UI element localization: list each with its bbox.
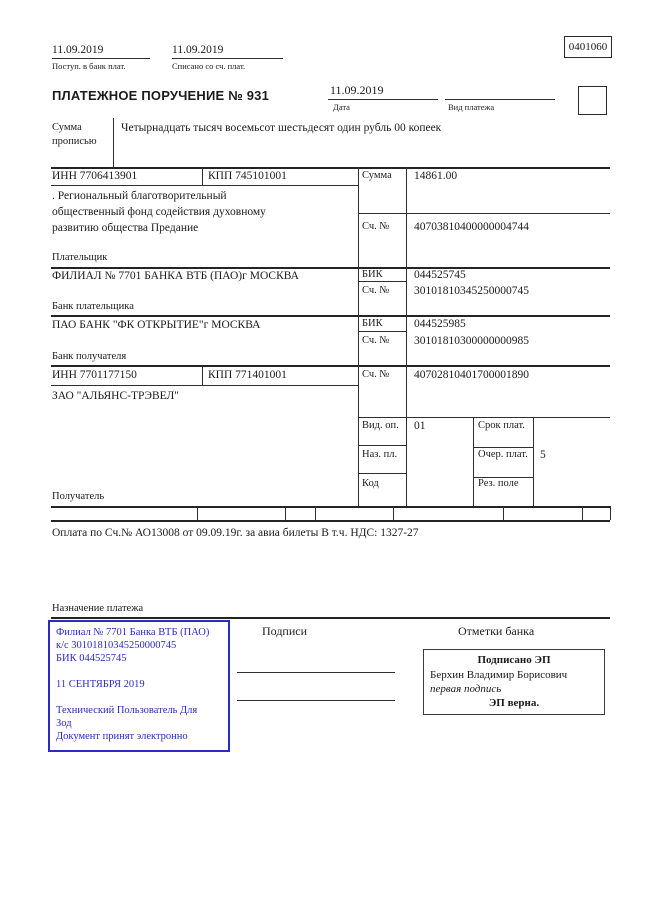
payer-bank-bik: 044525745 [414, 269, 466, 281]
bank-stamp-line4: Технический Пользователь Для [56, 705, 198, 716]
bank-stamp-line2: к/с 30101810345250000745 [56, 640, 177, 651]
bank-stamp-date: 11 СЕНТЯБРЯ 2019 [56, 679, 145, 690]
payment-type-label: Вид платежа [448, 102, 495, 112]
payee-bank-name: ПАО БАНК "ФК ОТКРЫТИЕ"г МОСКВА [52, 319, 261, 331]
payee-account: 40702810401700001890 [414, 369, 529, 381]
grid-line [358, 473, 406, 474]
grid-line [358, 417, 610, 418]
bank-stamp-line3: БИК 044525745 [56, 653, 127, 664]
payee-section-label: Получатель [52, 491, 105, 502]
grid-line [51, 520, 610, 522]
grid-line [358, 213, 610, 214]
payee-bank-bik-label: БИК [362, 318, 383, 329]
op-type-value: 01 [414, 420, 426, 432]
payer-account: 40703810400000004744 [414, 221, 529, 233]
grid-line [51, 506, 610, 508]
payer-bank-bik-label: БИК [362, 269, 383, 280]
received-date: 11.09.2019 [52, 44, 104, 56]
grid-line [533, 417, 534, 506]
payer-bank-account: 30101810345250000745 [414, 285, 529, 297]
payer-account-label: Сч. № [362, 221, 390, 232]
grid-line [358, 281, 406, 282]
grid-line [315, 506, 316, 520]
payer-inn: ИНН 7706413901 [52, 170, 138, 182]
bank-marks-title: Отметки банка [458, 624, 535, 638]
term-label: Срок плат. [478, 420, 525, 431]
form-code-box [564, 36, 612, 58]
document-date: 11.09.2019 [330, 83, 384, 97]
payer-name-line3: развитию общества Предание [52, 222, 199, 234]
purpose-code-label: Наз. пл. [362, 449, 398, 460]
payee-bank-account-label: Сч. № [362, 335, 390, 346]
bank-stamp [48, 620, 230, 752]
grid-line [51, 365, 610, 367]
payee-inn: ИНН 7701177150 [52, 369, 137, 381]
payer-name-line1: . Региональный благотворительный [52, 190, 227, 202]
payment-purpose-text: Оплата по Сч.№ АО13008 от 09.09.19г. за авиа билеты В т.ч. НДС: 1327-27 [52, 527, 419, 539]
grid-line [51, 617, 610, 619]
debited-date: 11.09.2019 [172, 44, 224, 56]
grid-line [51, 315, 610, 317]
grid-line [473, 417, 474, 506]
payer-bank-account-label: Сч. № [362, 285, 390, 296]
grid-line [51, 267, 610, 269]
grid-line [610, 506, 611, 520]
grid-line [285, 506, 286, 520]
grid-line [582, 506, 583, 520]
grid-line [358, 445, 406, 446]
received-date-label: Поступ. в банк плат. [52, 61, 126, 71]
bank-stamp-line6: Документ принят электронно [56, 731, 188, 742]
bank-stamp-line5: Зод [56, 718, 72, 729]
bank-stamp-line1: Филиал № 7701 Банка ВТБ (ПАО) [56, 627, 210, 638]
grid-line [406, 167, 407, 506]
payee-kpp: КПП 771401001 [208, 369, 287, 381]
sum-value: 14861.00 [414, 170, 458, 182]
code-label: Код [362, 478, 379, 489]
grid-line [503, 506, 504, 520]
payer-bank-name: ФИЛИАЛ № 7701 БАНКА ВТБ (ПАО)г МОСКВА [52, 270, 299, 282]
ep-stamp-subtitle: первая подпись [430, 683, 502, 695]
amount-words-value: Четырнадцать тысяч восемьсот шестьдесят один рубль 00 копеек [121, 122, 442, 134]
grid-line [393, 506, 394, 520]
payee-bank-account: 30101810300000000985 [414, 335, 529, 347]
received-date-underline [52, 58, 150, 59]
form-code: 0401060 [568, 41, 608, 53]
op-type-label: Вид. оп. [362, 420, 399, 431]
ep-stamp-name: Берхин Владимир Борисович [430, 669, 568, 681]
debited-date-underline [172, 58, 283, 59]
date-label: Дата [333, 102, 350, 112]
amount-words-label-2: прописью [52, 136, 97, 147]
grid-line [202, 365, 203, 385]
payer-section-label: Плательщик [52, 252, 108, 263]
signatures-title: Подписи [262, 624, 308, 638]
amount-words-divider [113, 118, 114, 167]
payee-name: ЗАО "АЛЬЯНС-ТРЭВЕЛ" [52, 390, 179, 402]
payee-account-label: Сч. № [362, 369, 390, 380]
grid-line [51, 185, 358, 186]
ep-stamp-title: Подписано ЭП [477, 654, 551, 666]
date-underline [328, 99, 438, 100]
priority-value: 5 [540, 449, 546, 461]
debited-date-label: Списано со сч. плат. [172, 61, 246, 71]
grid-line [358, 167, 359, 506]
reserve-field-label: Рез. поле [478, 478, 519, 489]
table-border [51, 167, 610, 169]
payee-bank-section-label: Банк получателя [52, 351, 127, 362]
payer-name-line2: общественный фонд содействия духовному [52, 206, 266, 218]
grid-line [358, 331, 406, 332]
priority-label: Очер. плат. [478, 449, 528, 460]
payment-type-underline [445, 99, 555, 100]
signature-line-1 [237, 672, 395, 673]
amount-words-label-1: Сумма [52, 122, 82, 133]
electronic-signature-stamp [423, 649, 605, 715]
ep-stamp-verified: ЭП верна. [488, 697, 540, 709]
payment-type-checkbox [578, 86, 607, 115]
grid-line [473, 447, 533, 448]
payee-bank-bik: 044525985 [414, 318, 466, 330]
grid-line [202, 167, 203, 185]
payer-bank-section-label: Банк плательщика [52, 301, 134, 312]
sum-label: Сумма [362, 170, 392, 181]
page-title: ПЛАТЕЖНОЕ ПОРУЧЕНИЕ № 931 [52, 88, 270, 103]
payer-kpp: КПП 745101001 [208, 170, 287, 182]
grid-line [51, 385, 358, 386]
grid-line [197, 506, 198, 520]
signature-line-2 [237, 700, 395, 701]
payment-purpose-label: Назначение платежа [52, 603, 144, 614]
